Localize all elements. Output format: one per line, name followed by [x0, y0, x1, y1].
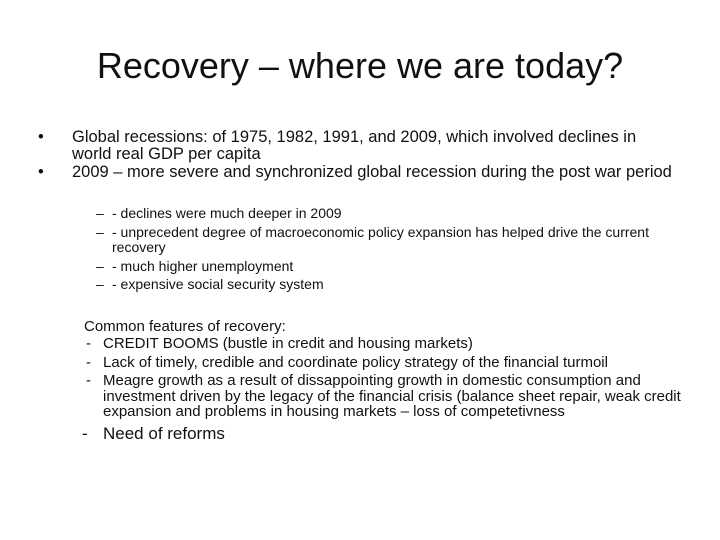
- reform-text: Need of reforms: [103, 424, 225, 443]
- sub-bullet-text: - expensive social security system: [112, 276, 324, 292]
- bullet-item: [38, 129, 678, 163]
- sub-bullet-item: [96, 259, 696, 275]
- dash-icon: -: [86, 335, 91, 352]
- bullet-text: Global recessions: of 1975, 1982, 1991, and 2009, which involved declines in world real GDP per capita: [72, 128, 637, 163]
- feature-text: Lack of timely, credible and coordinate policy strategy of the financial turmoil: [103, 353, 608, 371]
- feature-text: Meagre growth as a result of dissappointing growth in domestic consumption and investment driven by the legacy of the financial crisis (balance sheet repair, weak credit expansion and problems in housing markets – loss of competetivness: [103, 372, 681, 420]
- dash-icon: –: [96, 205, 104, 221]
- sub-bullet-item: [96, 225, 696, 256]
- bullet-text: 2009 – more severe and synchronized global recession during the post war period: [72, 163, 672, 181]
- main-bullet-list: [38, 129, 678, 182]
- dash-icon: –: [96, 223, 104, 240]
- sub-bullet-list: [96, 206, 696, 296]
- feature-item: [84, 336, 684, 352]
- reform-item: [82, 424, 225, 444]
- feature-text: CREDIT BOOMS (bustle in credit and housing markets): [103, 335, 473, 352]
- bullet-dot-icon: •: [38, 163, 44, 181]
- sub-bullet-item: [96, 206, 696, 222]
- dash-icon: -: [86, 353, 91, 371]
- sub-bullet-text: - declines were much deeper in 2009: [112, 205, 342, 221]
- feature-list: [84, 336, 684, 420]
- dash-icon: -: [82, 424, 88, 443]
- feature-item: [84, 355, 684, 371]
- slide-title: Recovery – where we are today?: [96, 45, 624, 86]
- features-heading: Common features of recovery:: [84, 318, 286, 335]
- sub-bullet-text: - unprecedent degree of macroeconomic policy expansion has helped drive the current recovery: [112, 223, 649, 255]
- dash-icon: -: [86, 372, 91, 389]
- sub-bullet-item: [96, 277, 696, 293]
- bullet-item: [38, 164, 678, 181]
- dash-icon: –: [96, 257, 104, 274]
- sub-bullet-text: - much higher unemployment: [112, 257, 294, 274]
- dash-icon: –: [96, 276, 104, 292]
- recovery-features: [84, 318, 684, 423]
- bullet-dot-icon: •: [38, 128, 44, 146]
- feature-item: [84, 373, 684, 420]
